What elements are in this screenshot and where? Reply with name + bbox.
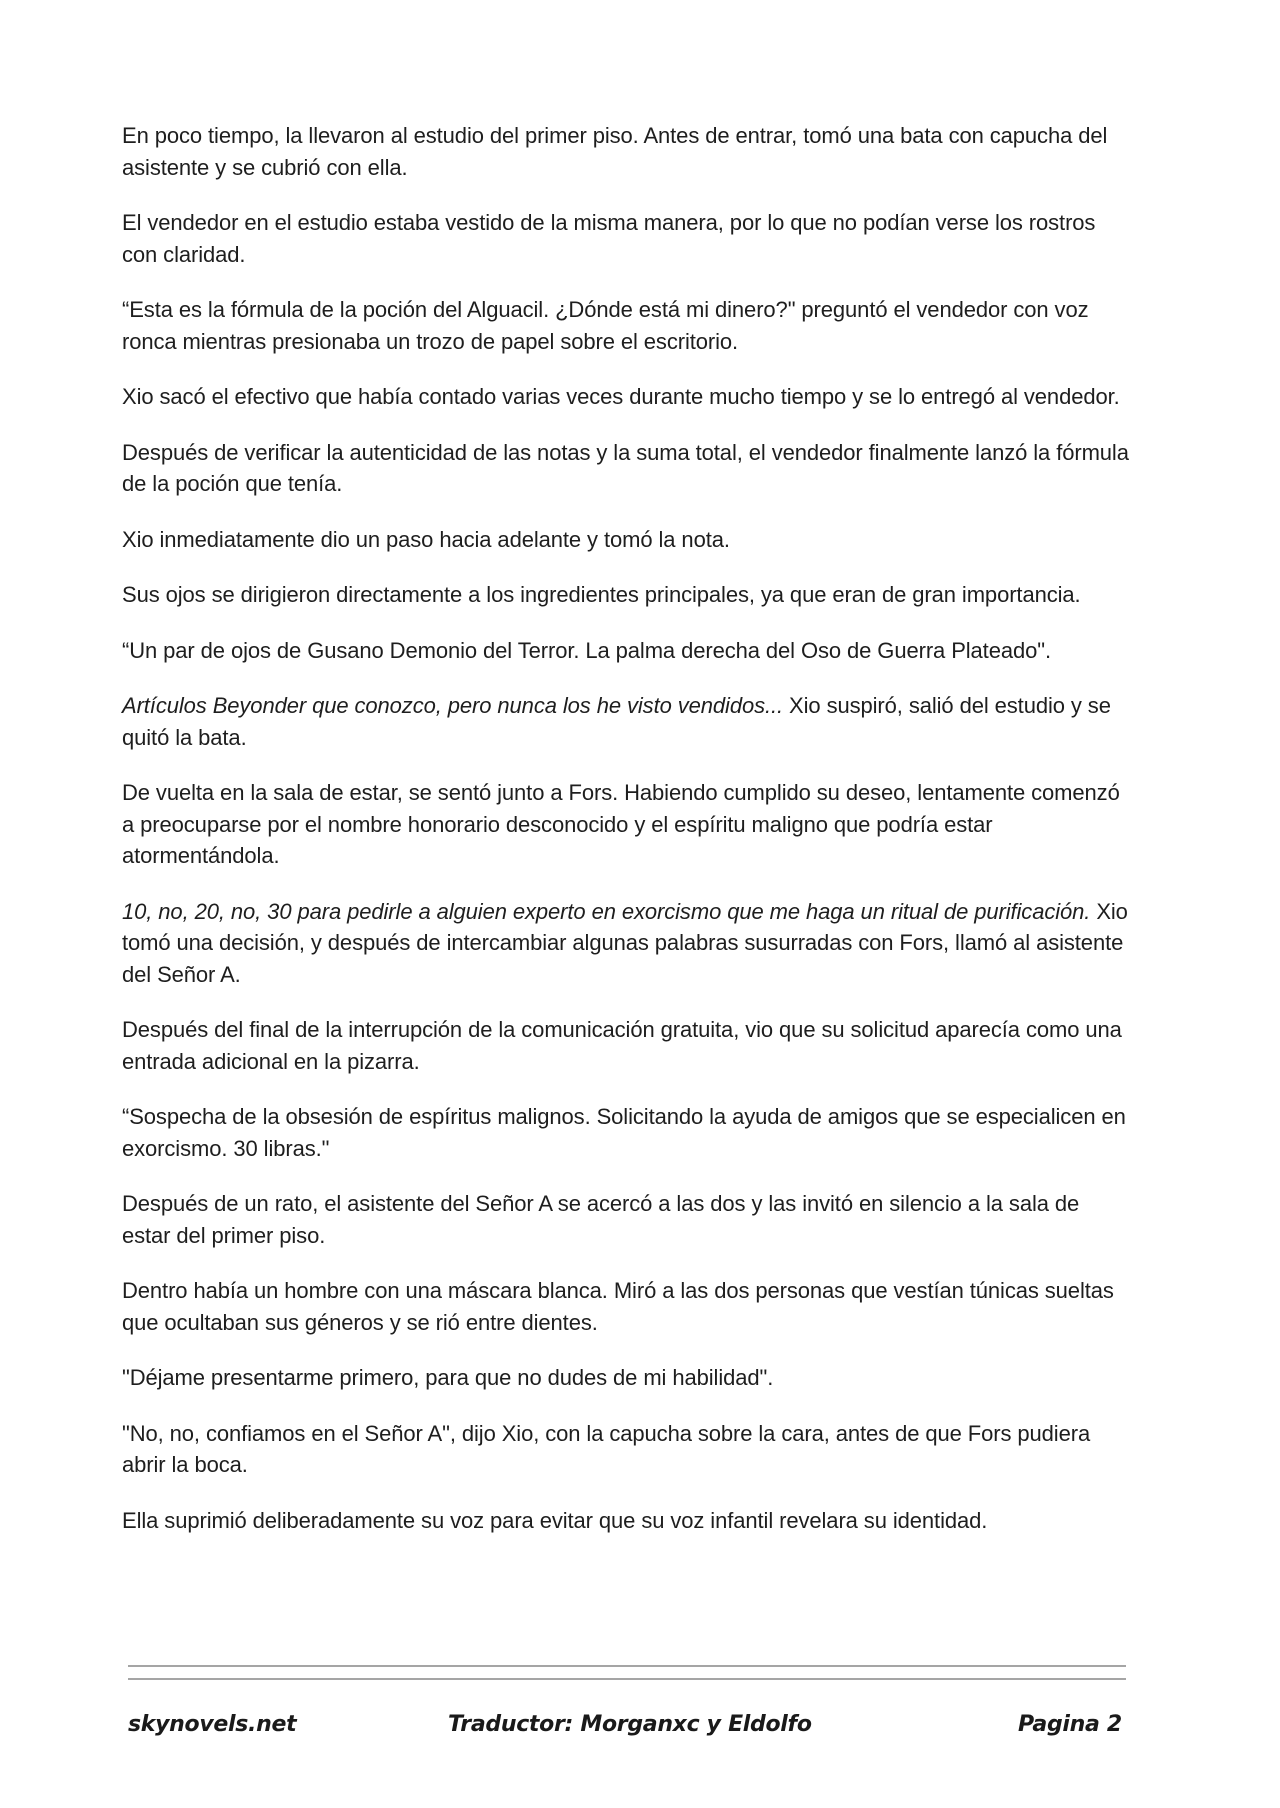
paragraph-4: Xio sacó el efectivo que había contado varias veces durante mucho tiempo y se lo entregó al vendedor. — [122, 384, 1120, 409]
paragraph-8: “Un par de ojos de Gusano Demonio del Terror. La palma derecha del Oso de Guerra Plateado". — [122, 637, 1051, 663]
inner-thought-text: Artículos Beyonder que conozco, pero nunca los he visto vendidos... — [122, 693, 784, 718]
paragraph-13: “Sospecha de la obsesión de espíritus malignos. Solicitando la ayuda de amigos que se especialicen en exorcismo. 30 libras." — [122, 1104, 1126, 1161]
paragraph-11: 10, no, 20, no, 30 para pedirle a alguien experto en exorcismo que me haga un ritual de purificación. Xio tomó una decisión, y después de intercambiar algunas palabras susurradas con Fors, llamó al asistente del Señor A. — [122, 898, 1128, 987]
footer-translator-credit: Traductor: Morganxc y Eldolfo — [448, 1712, 812, 1737]
paragraph-16: "Déjame presentarme primero, para que no dudes de mi habilidad". — [122, 1365, 774, 1390]
paragraph-15: Dentro había un hombre con una máscara blanca. Miró a las dos personas que vestían túnicas sueltas que ocultaban sus géneros y se rió entre dientes. — [122, 1278, 1114, 1335]
inner-thought-text: 10, no, 20, no, 30 para pedirle a alguien experto en exorcismo que me haga un ritual de purificación. — [122, 898, 1091, 924]
footer-page-number: Pagina 2 — [1018, 1712, 1122, 1737]
body-text — [122, 120, 1132, 1560]
footer-divider-top — [128, 1665, 1126, 1667]
paragraph-18: Ella suprimió deliberadamente su voz para evitar que su voz infantil revelara su identidad. — [122, 1507, 988, 1533]
paragraph-9: Artículos Beyonder que conozco, pero nunca los he visto vendidos... Xio suspiró, salió del estudio y se quitó la bata. — [122, 693, 1111, 750]
footer-divider-bottom — [128, 1678, 1126, 1680]
paragraph-5: Después de verificar la autenticidad de las notas y la suma total, el vendedor finalmente lanzó la fórmula de la poción que tenía. — [122, 439, 1129, 496]
paragraph-2: El vendedor en el estudio estaba vestido de la misma manera, por lo que no podían verse los rostros con claridad. — [122, 210, 1096, 267]
footer-site-name: skynovels.net — [128, 1712, 297, 1737]
paragraph-14: Después de un rato, el asistente del Señor A se acercó a las dos y las invitó en silencio a la sala de estar del primer piso. — [122, 1191, 1080, 1248]
paragraph-6: Xio inmediatamente dio un paso hacia adelante y tomó la nota. — [122, 526, 730, 552]
paragraph-12: Después del final de la interrupción de la comunicación gratuita, vio que su solicitud aparecía como una entrada adicional en la pizarra. — [122, 1017, 1122, 1074]
paragraph-1: En poco tiempo, la llevaron al estudio del primer piso. Antes de entrar, tomó una bata con capucha del asistente y se cubrió con ella. — [122, 123, 1108, 180]
paragraph-3: “Esta es la fórmula de la poción del Alguacil. ¿Dónde está mi dinero?" preguntó el vendedor con voz ronca mientras presionaba un trozo de papel sobre el escritorio. — [122, 297, 1089, 354]
paragraph-17: "No, no, confiamos en el Señor A", dijo Xio, con la capucha sobre la cara, antes de que Fors pudiera abrir la boca. — [122, 1420, 1091, 1477]
paragraph-7: Sus ojos se dirigieron directamente a los ingredientes principales, ya que eran de gran importancia. — [122, 582, 1081, 607]
paragraph-10: De vuelta en la sala de estar, se sentó junto a Fors. Habiendo cumplido su deseo, lentamente comenzó a preocuparse por el nombre honorario desconocido y el espíritu maligno que podría estar atormentándola. — [122, 780, 1120, 868]
